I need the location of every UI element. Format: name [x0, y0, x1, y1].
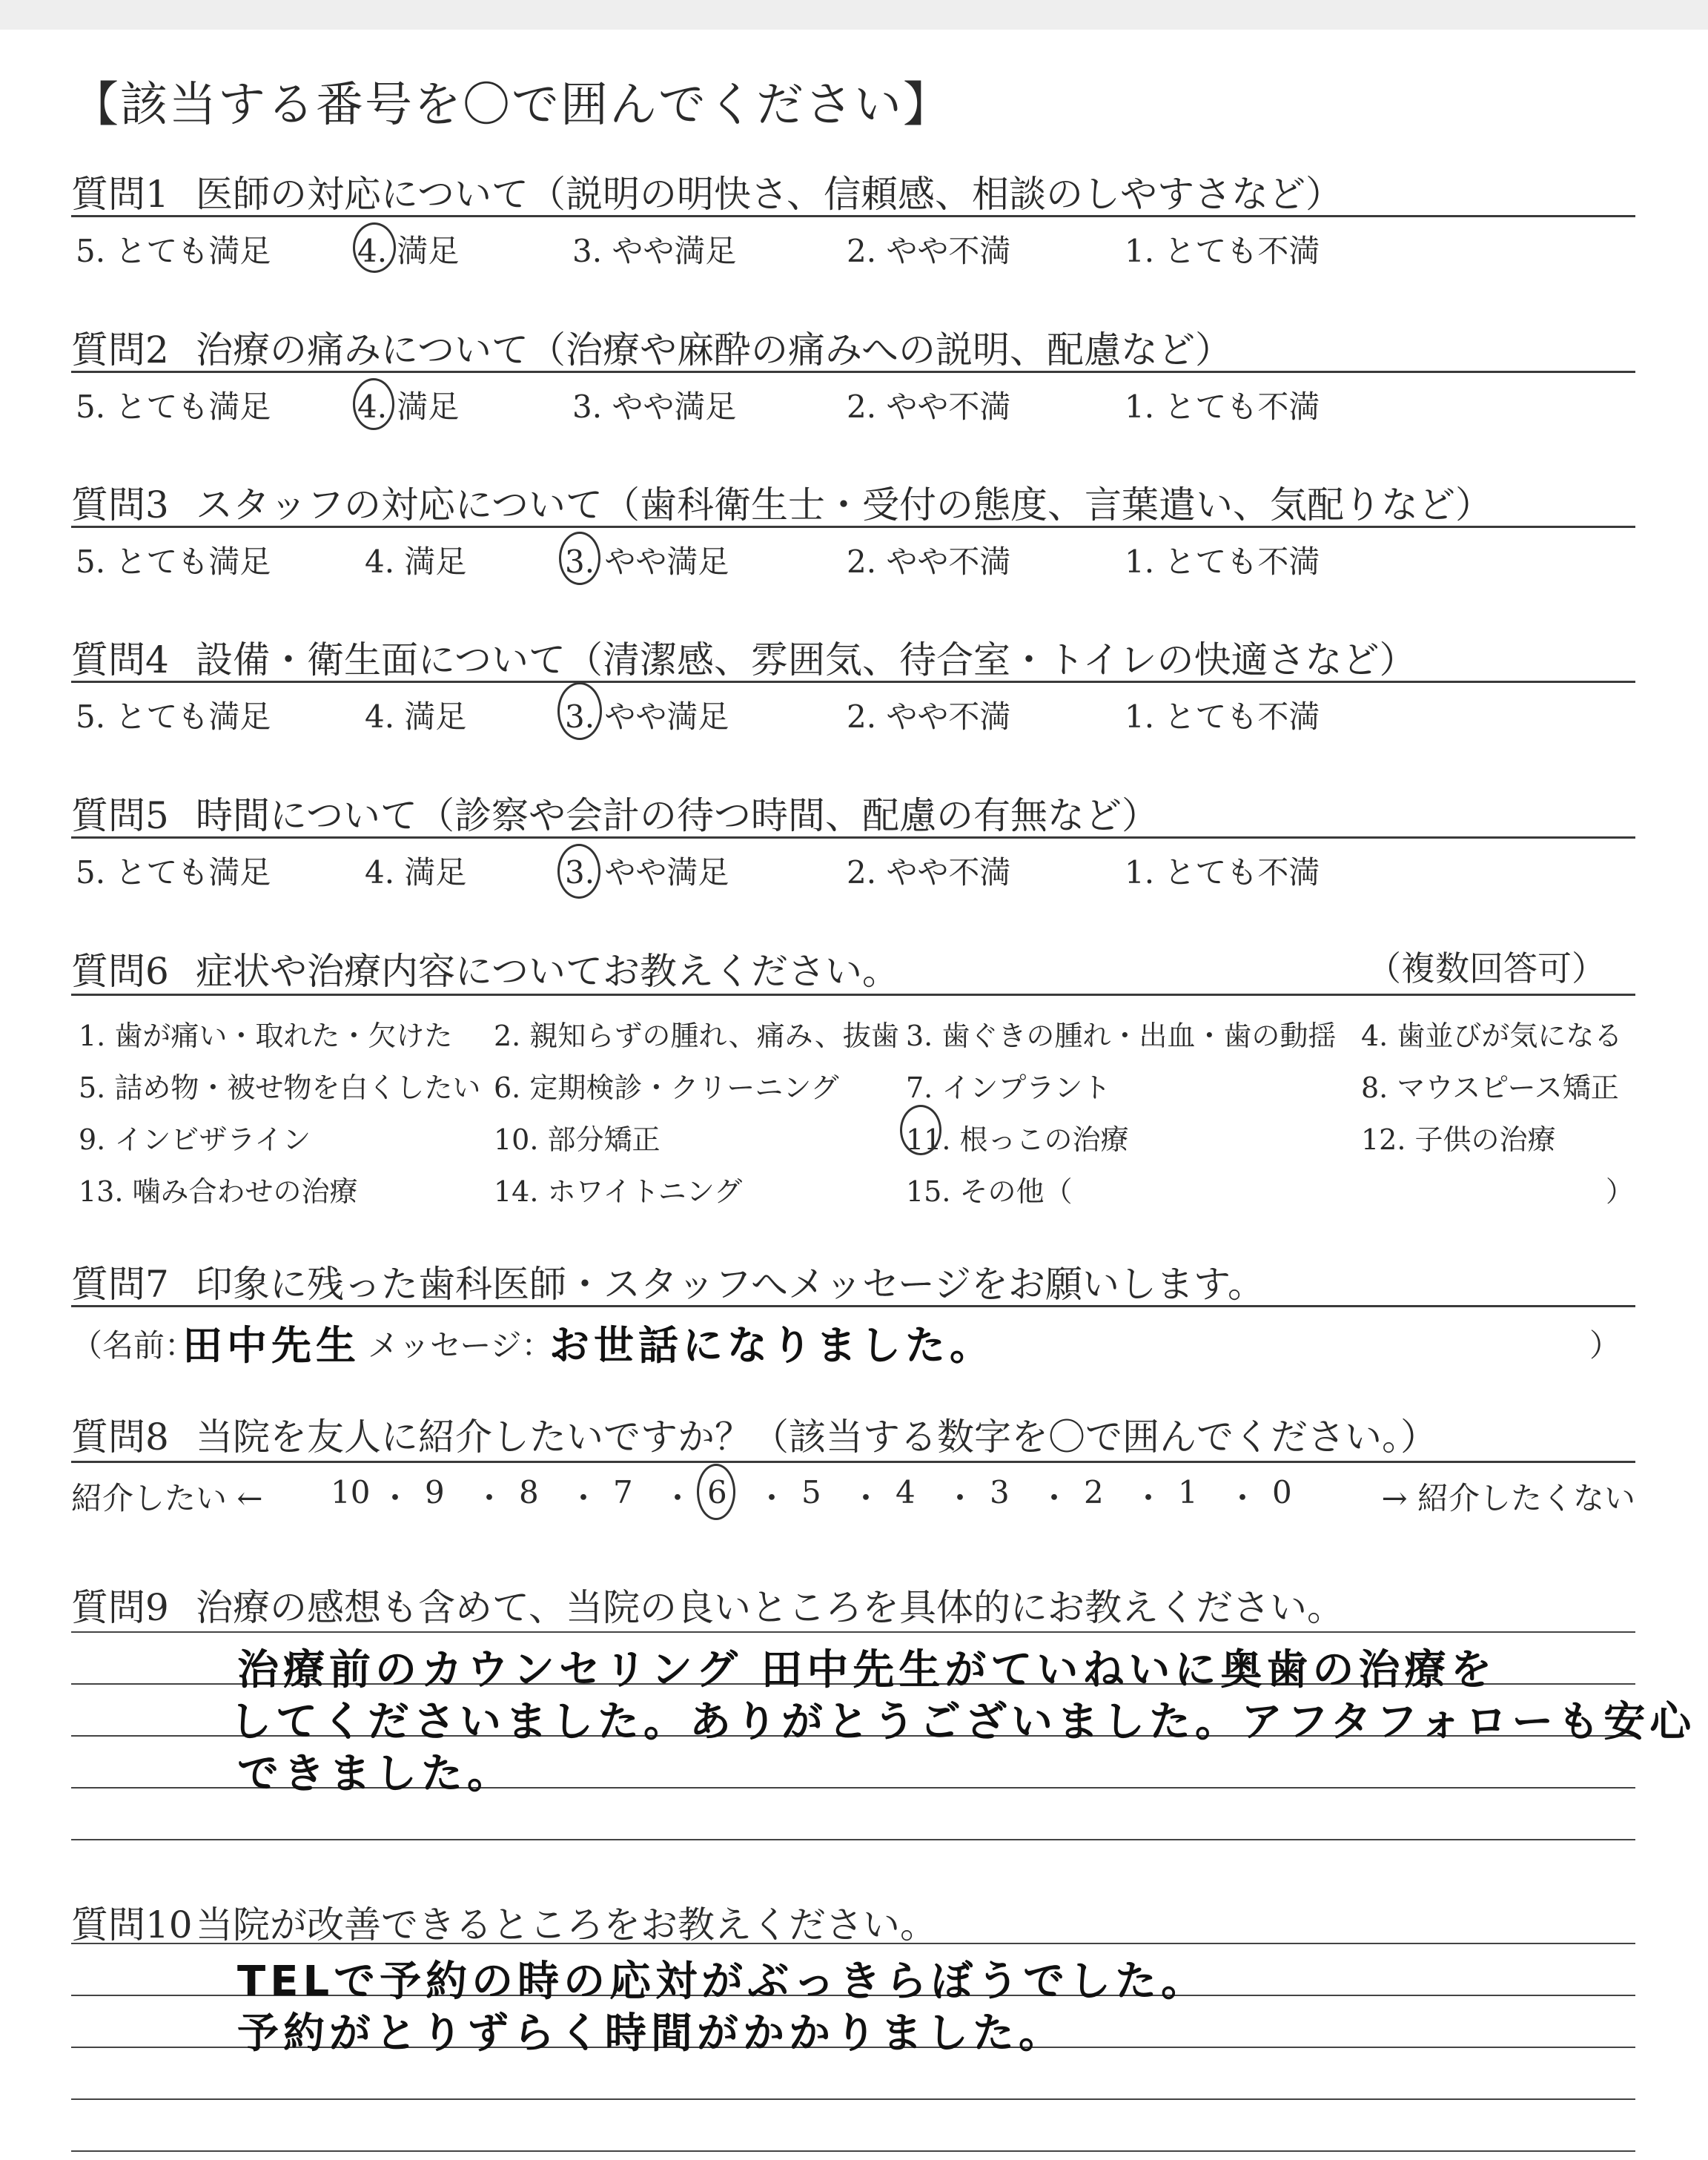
option-2[interactable]: 2. やや不満	[847, 544, 1011, 580]
answer-line	[71, 1839, 1635, 1840]
question-title: 印象に残った歯科医師・スタッフへメッセージをお願いします。	[196, 1263, 1265, 1306]
answer-line	[71, 1631, 1635, 1633]
recommend-label: 紹介したい ←	[71, 1480, 263, 1516]
question-number: 質問5	[71, 794, 169, 837]
message-entry	[71, 1314, 1635, 1373]
question-2	[71, 320, 1635, 425]
question-rule	[71, 994, 1635, 996]
question-title: 時間について（診察や会計の待つ時間、配慮の有無など）	[196, 794, 1159, 837]
question-rule	[71, 1305, 1635, 1307]
treatment-option[interactable]: 13. 噛み合わせの治療	[79, 1175, 358, 1208]
question-8	[71, 1407, 1635, 1516]
question-title: 設備・衛生面について（清潔感、雰囲気、待合室・トイレの快適さなど）	[196, 638, 1417, 681]
treatment-option[interactable]: 14. ホワイトニング	[494, 1175, 743, 1208]
question-rule	[71, 526, 1635, 528]
question-number: 質問4	[71, 638, 169, 681]
message-value[interactable]: お世話になりました。	[549, 1322, 994, 1369]
referral-score-3[interactable]: 3	[990, 1474, 1010, 1510]
q9-answer-line-3[interactable]: できました。	[237, 1750, 513, 1798]
name-value[interactable]: 田中先生	[182, 1322, 360, 1369]
question-number: 質問9	[71, 1586, 169, 1629]
question-number: 質問6	[71, 950, 169, 993]
question-title: 症状や治療内容についてお教えください。	[196, 950, 899, 993]
option-5[interactable]: 5. とても満足	[76, 233, 271, 269]
treatment-option[interactable]: 9. インビザライン	[79, 1123, 311, 1156]
treatment-option[interactable]: 4. 歯並びが気になる	[1361, 1020, 1623, 1052]
question-title: 治療の痛みについて（治療や麻酔の痛みへの説明、配慮など）	[196, 328, 1232, 371]
treatment-option[interactable]: 11. 根っこの治療	[906, 1123, 1129, 1156]
scale-separator-dot: ・	[568, 1480, 600, 1516]
question-title: 治療の感想も含めて、当院の良いところを具体的にお教えください。	[196, 1586, 1344, 1629]
message-close-paren: ）	[1589, 1327, 1621, 1364]
scale-separator-dot: ・	[474, 1480, 506, 1516]
q10-answer-line-1[interactable]: TELで予約の時の応対がぶっきらぼうでした。	[237, 1958, 1208, 2006]
scale-separator-dot: ・	[380, 1480, 411, 1516]
treatment-option[interactable]: 12. 子供の治療	[1361, 1123, 1556, 1156]
question-9	[71, 1578, 1635, 1629]
scale-separator-dot: ・	[850, 1480, 882, 1516]
option-2[interactable]: 2. やや不満	[847, 389, 1011, 425]
treatment-option[interactable]: 15. その他（	[906, 1175, 1073, 1208]
treatment-option[interactable]: 8. マウスピース矯正	[1361, 1071, 1619, 1104]
handwritten-selection-circle	[900, 1105, 941, 1155]
q9-answer-line-2[interactable]: してくださいました。ありがとうございました。アフタフォローも安心	[230, 1698, 1696, 1746]
form-heading: 【該当する番号を〇で囲んでください】	[71, 78, 952, 133]
scale-separator-dot: ・	[756, 1480, 788, 1516]
option-2[interactable]: 2. やや不満	[847, 698, 1011, 735]
question-number: 質問3	[71, 483, 169, 526]
question-4	[71, 630, 1635, 735]
q9-answer-line-1[interactable]: 治療前のカウンセリング 田中先生がていねいに奥歯の治療を	[237, 1646, 1497, 1694]
question-title: 当院が改善できるところをお教えください。	[196, 1903, 937, 1946]
handwritten-selection-circle	[353, 378, 394, 430]
option-5[interactable]: 5. とても満足	[76, 544, 271, 580]
option-4[interactable]: 4. 満足	[357, 233, 460, 269]
option-2[interactable]: 2. やや不満	[847, 854, 1011, 891]
question-number: 質問8	[71, 1416, 169, 1459]
option-2[interactable]: 2. やや不満	[847, 233, 1011, 269]
scale-separator-dot: ・	[944, 1480, 976, 1516]
handwritten-selection-circle	[697, 1464, 735, 1520]
question-number: 質問2	[71, 328, 169, 371]
option-3[interactable]: 3. やや満足	[572, 389, 737, 425]
referral-scale	[71, 1474, 1635, 1519]
referral-score-6[interactable]: 6	[707, 1474, 727, 1510]
referral-score-1[interactable]: 1	[1178, 1474, 1198, 1510]
option-5[interactable]: 5. とても満足	[76, 389, 271, 425]
question-3	[71, 475, 1635, 580]
handwritten-selection-circle	[557, 682, 602, 740]
answer-line	[71, 2150, 1635, 2152]
option-1[interactable]: 1. とても不満	[1125, 233, 1320, 269]
question-10	[71, 1895, 1635, 1946]
question-6	[71, 942, 1635, 1208]
option-4[interactable]: 4. 満足	[365, 544, 467, 580]
multiple-answers-note: （複数回答可）	[1367, 948, 1606, 988]
question-rule	[71, 836, 1635, 839]
question-rule	[71, 681, 1635, 683]
scan-top-band	[0, 0, 1708, 30]
treatment-option[interactable]: 1. 歯が痛い・取れた・欠けた	[79, 1020, 453, 1052]
treatment-option[interactable]: 3. 歯ぐきの腫れ・出血・歯の動揺	[906, 1020, 1337, 1052]
option-3[interactable]: 3. やや満足	[565, 854, 729, 891]
question-title: スタッフの対応について（歯科衛生士・受付の態度、言葉遣い、気配りなど）	[196, 483, 1492, 526]
question-number: 質問10	[71, 1903, 193, 1946]
not-recommend-label: → 紹介したくない	[1381, 1480, 1635, 1516]
referral-score-2[interactable]: 2	[1084, 1474, 1104, 1510]
scale-separator-dot: ・	[1039, 1480, 1070, 1516]
question-1	[71, 165, 1635, 269]
scale-separator-dot: ・	[1227, 1480, 1259, 1516]
name-label: （名前：	[71, 1327, 196, 1364]
answer-line	[71, 1943, 1635, 1944]
referral-score-7[interactable]: 7	[613, 1474, 633, 1510]
option-4[interactable]: 4. 満足	[365, 854, 467, 891]
option-1[interactable]: 1. とても不満	[1125, 389, 1320, 425]
option-5[interactable]: 5. とても満足	[76, 854, 271, 891]
handwritten-selection-circle	[353, 222, 396, 273]
option-3[interactable]: 3. やや満足	[565, 698, 729, 735]
question-number: 質問7	[71, 1263, 169, 1306]
other-close-paren: ）	[1606, 1175, 1635, 1208]
q10-answer-line-2[interactable]: 予約がとりずらく時間がかかりました。	[237, 2009, 1065, 2058]
question-number: 質問1	[71, 173, 169, 216]
referral-score-5[interactable]: 5	[801, 1474, 821, 1510]
message-label: メッセージ：	[368, 1327, 553, 1364]
handwritten-selection-circle	[559, 532, 600, 585]
option-3[interactable]: 3. やや満足	[572, 233, 737, 269]
referral-score-4[interactable]: 4	[896, 1474, 916, 1510]
scale-separator-dot: ・	[1133, 1480, 1165, 1516]
option-3[interactable]: 3. やや満足	[565, 544, 729, 580]
question-rule	[71, 371, 1635, 373]
referral-score-8[interactable]: 8	[519, 1474, 539, 1510]
treatment-option[interactable]: 2. 親知らずの腫れ、痛み、抜歯	[494, 1020, 899, 1052]
treatment-option[interactable]: 5. 詰め物・被せ物を白くしたい	[79, 1071, 481, 1104]
referral-score-10[interactable]: 10	[331, 1474, 371, 1510]
question-7	[71, 1255, 1635, 1369]
handwritten-selection-circle	[557, 844, 600, 899]
question-5	[71, 786, 1635, 891]
question-title: 医師の対応について（説明の明快さ、信頼感、相談のしやすさなど）	[196, 173, 1343, 216]
option-4[interactable]: 4. 満足	[357, 389, 460, 425]
option-1[interactable]: 1. とても不満	[1125, 544, 1320, 580]
option-1[interactable]: 1. とても不満	[1125, 854, 1320, 891]
referral-score-0[interactable]: 0	[1272, 1474, 1292, 1510]
question-rule	[71, 215, 1635, 217]
option-4[interactable]: 4. 満足	[365, 698, 467, 735]
question-title: 当院を友人に紹介したいですか？（該当する数字を〇で囲んでください。）	[196, 1416, 1437, 1459]
referral-score-9[interactable]: 9	[425, 1474, 445, 1510]
treatment-option[interactable]: 7. インプラント	[906, 1071, 1111, 1104]
answer-line	[71, 2098, 1635, 2100]
treatment-option[interactable]: 10. 部分矯正	[494, 1123, 661, 1156]
option-1[interactable]: 1. とても不満	[1125, 698, 1320, 735]
question-rule	[71, 1461, 1635, 1463]
option-5[interactable]: 5. とても満足	[76, 698, 271, 735]
treatment-option[interactable]: 6. 定期検診・クリーニング	[494, 1071, 839, 1104]
scale-separator-dot: ・	[662, 1480, 694, 1516]
